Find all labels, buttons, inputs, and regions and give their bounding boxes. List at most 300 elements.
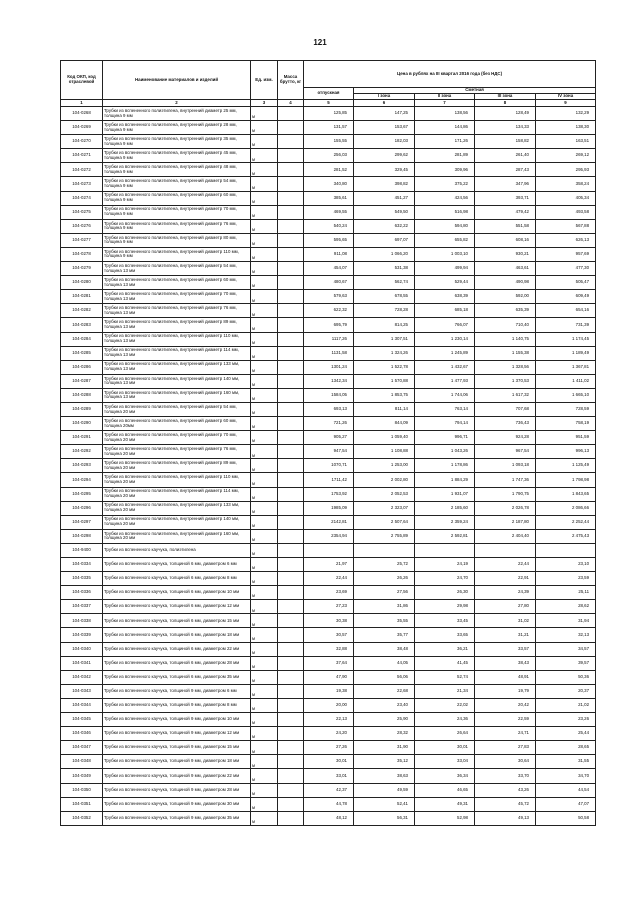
zone-2-price: 33,65 xyxy=(415,628,475,642)
unit-cell: м xyxy=(251,783,278,797)
zone-2-price: 52,74 xyxy=(415,670,475,684)
unit-cell: м xyxy=(251,163,278,177)
release-price: 2354,94 xyxy=(304,529,354,543)
zone-1-price: 2 323,07 xyxy=(354,501,415,515)
table-row xyxy=(61,374,596,388)
column-number: 8 xyxy=(475,100,536,107)
release-price: 27,26 xyxy=(304,741,354,755)
zone-4-price: 731,39 xyxy=(536,318,596,332)
unit-cell: м xyxy=(251,769,278,783)
zone-2-price: 52,98 xyxy=(415,811,475,825)
zone-3-price: 490,98 xyxy=(475,276,536,290)
zone-4-price: 996,13 xyxy=(536,445,596,459)
table-row xyxy=(61,388,596,402)
mass-cell xyxy=(278,698,304,712)
release-price: 340,80 xyxy=(304,177,354,191)
product-code: 104-0349 xyxy=(61,769,103,783)
mass-cell xyxy=(278,727,304,741)
zone-4-price: 758,19 xyxy=(536,417,596,431)
unit-cell: м xyxy=(251,247,278,261)
product-code: 104-0347 xyxy=(61,741,103,755)
zone-2-price: 24,70 xyxy=(415,572,475,586)
zone-1-price: 44,05 xyxy=(354,656,415,670)
product-name: Трубки из вспененного каучука, толщиной 9 мм, диаметром 22 мм xyxy=(103,769,251,783)
unit-cell: м xyxy=(251,402,278,416)
unit-cell: м xyxy=(251,233,278,247)
zone-4-price: 163,51 xyxy=(536,135,596,149)
column-number: 9 xyxy=(536,100,596,107)
unit-cell: м xyxy=(251,121,278,135)
product-code: 104-0295 xyxy=(61,487,103,501)
product-name: Трубки из вспененного полиэтилена, внутренний диаметр 89 мм, толщина 20 мм xyxy=(103,459,251,473)
zone-3-price: 31,21 xyxy=(475,628,536,642)
unit-cell: м xyxy=(251,473,278,487)
product-code: 104-0351 xyxy=(61,797,103,811)
zone-3-price: 1 155,38 xyxy=(475,346,536,360)
release-price: 595,65 xyxy=(304,233,354,247)
release-price: 24,20 xyxy=(304,727,354,741)
release-price: 23,69 xyxy=(304,586,354,600)
product-code: 104-0289 xyxy=(61,402,103,416)
product-name: Трубки из вспененного полиэтилена, внутренний диаметр 60 мм, толщина 9 мм xyxy=(103,191,251,205)
unit-cell: м xyxy=(251,445,278,459)
product-code: 104-0279 xyxy=(61,262,103,276)
unit-cell: м xyxy=(251,360,278,374)
product-name: Трубки из вспененного полиэтилена, внутренний диаметр 110 мм, толщина 20 мм xyxy=(103,473,251,487)
unit-cell: м xyxy=(251,741,278,755)
zone-1-price: 26,26 xyxy=(354,572,415,586)
product-code: 104-9400 xyxy=(61,543,103,557)
zone-4-price: 23,10 xyxy=(536,558,596,572)
zone-1-price: 1 522,78 xyxy=(354,360,415,374)
unit-cell: м xyxy=(251,332,278,346)
release-price: 44,78 xyxy=(304,797,354,811)
zone-2-price: 1 245,89 xyxy=(415,346,475,360)
product-code: 104-0336 xyxy=(61,586,103,600)
table-row xyxy=(61,135,596,149)
zone-3-price: 128,49 xyxy=(475,107,536,121)
zone-2-price: 2 185,60 xyxy=(415,501,475,515)
product-name: Трубки из вспененного полиэтилена, внутренний диаметр 160 мм, толщина 13 мм xyxy=(103,388,251,402)
release-price: 1117,26 xyxy=(304,332,354,346)
table-row xyxy=(61,318,596,332)
product-name: Трубки из вспененного полиэтилена, внутренний диаметр 54 мм, толщина 13 мм xyxy=(103,262,251,276)
zone-4-price: 23,26 xyxy=(536,713,596,727)
unit-cell: м xyxy=(251,501,278,515)
table-row xyxy=(61,727,596,741)
product-code: 104-0286 xyxy=(61,360,103,374)
zone-2-price: 36,21 xyxy=(415,642,475,656)
mass-cell xyxy=(278,755,304,769)
zone-2-price: 281,89 xyxy=(415,149,475,163)
zone-4-price: 132,29 xyxy=(536,107,596,121)
mass-cell xyxy=(278,543,304,557)
product-code: 104-0283 xyxy=(61,318,103,332)
release-price: 454,07 xyxy=(304,262,354,276)
zone-3-price: 393,71 xyxy=(475,191,536,205)
product-name: Трубки из вспененного полиэтилена, внутренний диаметр 114 мм, толщина 13 мм xyxy=(103,346,251,360)
zone-2-price: 594,80 xyxy=(415,219,475,233)
zone-3-price: 22,91 xyxy=(475,572,536,586)
product-name: Трубки из вспененного полиэтилена, внутренний диаметр 28 мм, толщина 9 мм xyxy=(103,121,251,135)
release-price: 911,08 xyxy=(304,247,354,261)
zone-1-price: 52,41 xyxy=(354,797,415,811)
product-code: 104-0335 xyxy=(61,572,103,586)
zone-1-price: 299,62 xyxy=(354,149,415,163)
zone-3-price: 158,82 xyxy=(475,135,536,149)
zone-3-price: 33,57 xyxy=(475,642,536,656)
product-name: Трубки из вспененного каучука, толщиной 9 мм, диаметром 8 мм xyxy=(103,698,251,712)
zone-3-price: 287,43 xyxy=(475,163,536,177)
unit-cell: м xyxy=(251,191,278,205)
unit-cell: м xyxy=(251,318,278,332)
zone-1-price: 451,27 xyxy=(354,191,415,205)
mass-cell xyxy=(278,445,304,459)
release-price: 125,85 xyxy=(304,107,354,121)
product-name: Трубки из вспененного каучука, толщиной 6 мм, диаметром 10 мм xyxy=(103,586,251,600)
zone-1-price: 562,74 xyxy=(354,276,415,290)
release-price: 1711,42 xyxy=(304,473,354,487)
mass-cell xyxy=(278,290,304,304)
zone-2-price: 1 043,26 xyxy=(415,445,475,459)
zone-4-price: 31,55 xyxy=(536,755,596,769)
zone-1-price: 25,90 xyxy=(354,713,415,727)
unit-cell: м xyxy=(251,487,278,501)
zone-1-price: 56,06 xyxy=(354,670,415,684)
table-row xyxy=(61,107,596,121)
unit-cell: м xyxy=(251,177,278,191)
mass-cell xyxy=(278,684,304,698)
product-name: Трубки из вспененного полиэтилена, внутренний диаметр 133 мм, толщина 13 мм xyxy=(103,360,251,374)
zone-4-price: 31,94 xyxy=(536,614,596,628)
zone-1-price xyxy=(354,543,415,557)
zone-3-price: 479,42 xyxy=(475,205,536,219)
product-code: 104-0269 xyxy=(61,121,103,135)
product-code: 104-0291 xyxy=(61,431,103,445)
unit-cell: м xyxy=(251,431,278,445)
zone-4-price: 1 367,81 xyxy=(536,360,596,374)
zone-3-price: 27,83 xyxy=(475,741,536,755)
table-row xyxy=(61,431,596,445)
mass-cell xyxy=(278,783,304,797)
product-name: Трубки из вспененного полиэтилена, внутренний диаметр 89 мм, толщина 13 мм xyxy=(103,318,251,332)
zone-2-price: 1 744,06 xyxy=(415,388,475,402)
unit-cell: м xyxy=(251,107,278,121)
release-price: 155,55 xyxy=(304,135,354,149)
product-name: Трубки из вспененного полиэтилена, внутренний диаметр 76 мм, толщина 13 мм xyxy=(103,304,251,318)
product-name: Трубки из вспененного каучука, толщиной 6 мм, диаметром 8 мм xyxy=(103,572,251,586)
product-name: Трубки из вспененного полиэтилена, внутренний диаметр 70 мм, толщина 20 мм xyxy=(103,431,251,445)
zone-3-price: 707,68 xyxy=(475,402,536,416)
header-zone-3: III зона xyxy=(475,94,536,100)
product-name: Трубки из вспененного полиэтилена, внутренний диаметр 54 мм, толщина 20 мм xyxy=(103,402,251,416)
mass-cell xyxy=(278,360,304,374)
zone-2-price: 309,96 xyxy=(415,163,475,177)
zone-4-price: 1 174,45 xyxy=(536,332,596,346)
zone-4-price: 493,58 xyxy=(536,205,596,219)
zone-1-price: 23,40 xyxy=(354,698,415,712)
table-row xyxy=(61,586,596,600)
product-name: Трубки из вспененного полиэтилена, внутренний диаметр 80 мм, толщина 9 мм xyxy=(103,233,251,247)
product-name: Трубки из вспененного полиэтилена, внутренний диаметр 140 мм, толщина 20 мм xyxy=(103,515,251,529)
product-name: Трубки из вспененного полиэтилена, внутренний диаметр 35 мм, толщина 9 мм xyxy=(103,135,251,149)
product-code: 104-0346 xyxy=(61,727,103,741)
price-table xyxy=(60,60,596,826)
zone-1-price: 31,86 xyxy=(354,600,415,614)
mass-cell xyxy=(278,149,304,163)
product-name: Трубки из вспененного каучука, толщиной 6 мм, диаметром 6 мм xyxy=(103,558,251,572)
zone-2-price: 516,98 xyxy=(415,205,475,219)
page-number: 121 xyxy=(313,38,327,47)
mass-cell xyxy=(278,797,304,811)
zone-3-price: 43,26 xyxy=(475,783,536,797)
table-row xyxy=(61,600,596,614)
unit-cell: м xyxy=(251,388,278,402)
zone-2-price: 424,56 xyxy=(415,191,475,205)
release-price: 33,01 xyxy=(304,769,354,783)
product-code: 104-0288 xyxy=(61,388,103,402)
product-name: Трубки из вспененного полиэтилена, внутренний диаметр 160 мм, толщина 20 мм xyxy=(103,529,251,543)
mass-cell xyxy=(278,670,304,684)
zone-2-price: 138,56 xyxy=(415,107,475,121)
zone-1-price: 153,67 xyxy=(354,121,415,135)
unit-cell: м xyxy=(251,811,278,825)
zone-3-price: 1 370,53 xyxy=(475,374,536,388)
zone-4-price: 32,13 xyxy=(536,628,596,642)
zone-1-price: 25,72 xyxy=(354,558,415,572)
product-code: 104-0340 xyxy=(61,642,103,656)
unit-cell: м xyxy=(251,698,278,712)
zone-1-price: 728,28 xyxy=(354,304,415,318)
zone-4-price: 358,24 xyxy=(536,177,596,191)
zone-2-price: 29,98 xyxy=(415,600,475,614)
zone-1-price: 28,32 xyxy=(354,727,415,741)
header-zone-4: IV зона xyxy=(536,94,596,100)
zone-4-price: 505,47 xyxy=(536,276,596,290)
zone-1-price: 31,90 xyxy=(354,741,415,755)
table-body xyxy=(61,107,596,826)
unit-cell: м xyxy=(251,205,278,219)
table-row xyxy=(61,670,596,684)
table-row xyxy=(61,529,596,543)
unit-cell: м xyxy=(251,670,278,684)
product-name: Трубки из вспененного полиэтилена, внутренний диаметр 25 мм, толщина 9 мм xyxy=(103,107,251,121)
zone-2-price: 24,36 xyxy=(415,713,475,727)
product-name: Трубки из вспененного полиэтилена, внутренний диаметр 110 мм, толщина 13 мм xyxy=(103,332,251,346)
zone-1-price: 1 066,20 xyxy=(354,247,415,261)
product-code: 104-0352 xyxy=(61,811,103,825)
table-row xyxy=(61,614,596,628)
zone-3-price: 22,59 xyxy=(475,713,536,727)
mass-cell xyxy=(278,656,304,670)
release-price: 540,24 xyxy=(304,219,354,233)
zone-2-price: 375,22 xyxy=(415,177,475,191)
zone-2-price: 638,39 xyxy=(415,290,475,304)
header-zone-1: I зона xyxy=(354,94,415,100)
mass-cell xyxy=(278,374,304,388)
zone-1-price: 22,68 xyxy=(354,684,415,698)
release-price: 30,57 xyxy=(304,628,354,642)
release-price: 1131,58 xyxy=(304,346,354,360)
product-name: Трубки из вспененного полиэтилена, внутренний диаметр 60 мм, толщина 13 мм xyxy=(103,276,251,290)
zone-1-price: 35,12 xyxy=(354,755,415,769)
zone-4-price: 25,44 xyxy=(536,727,596,741)
mass-cell xyxy=(278,276,304,290)
zone-3-price: 592,00 xyxy=(475,290,536,304)
product-code: 104-0342 xyxy=(61,670,103,684)
table-row xyxy=(61,247,596,261)
mass-cell xyxy=(278,346,304,360)
zone-3-price: 31,02 xyxy=(475,614,536,628)
table-row xyxy=(61,501,596,515)
zone-3-price: 33,70 xyxy=(475,769,536,783)
zone-4-price: 1 843,65 xyxy=(536,487,596,501)
product-code: 104-0278 xyxy=(61,247,103,261)
zone-1-price: 2 755,89 xyxy=(354,529,415,543)
mass-cell xyxy=(278,600,304,614)
zone-4-price: 295,93 xyxy=(536,163,596,177)
release-price: 1985,09 xyxy=(304,501,354,515)
zone-2-price: 794,14 xyxy=(415,417,475,431)
table-row xyxy=(61,304,596,318)
product-code: 104-0348 xyxy=(61,755,103,769)
product-name: Трубки из вспененного каучука, толщиной 6 мм, диаметром 15 мм xyxy=(103,614,251,628)
zone-2-price: 1 432,67 xyxy=(415,360,475,374)
zone-3-price: 2 187,80 xyxy=(475,515,536,529)
unit-cell: м xyxy=(251,642,278,656)
zone-2-price: 26,30 xyxy=(415,586,475,600)
release-price xyxy=(304,543,354,557)
product-code: 104-0276 xyxy=(61,219,103,233)
release-price: 1584,05 xyxy=(304,388,354,402)
zone-4-price: 477,30 xyxy=(536,262,596,276)
product-name: Трубки из вспененного каучука, толщиной 6 мм, диаметром 12 мм xyxy=(103,600,251,614)
zone-2-price: 996,71 xyxy=(415,431,475,445)
zone-2-price: 21,34 xyxy=(415,684,475,698)
zone-2-price: 766,07 xyxy=(415,318,475,332)
table-row xyxy=(61,543,596,557)
product-name: Трубки из вспененного полиэтилена, внутренний диаметр 133 мм, толщина 20 мм xyxy=(103,501,251,515)
unit-cell: м xyxy=(251,727,278,741)
mass-cell xyxy=(278,332,304,346)
mass-cell xyxy=(278,487,304,501)
table-row xyxy=(61,769,596,783)
release-price: 579,63 xyxy=(304,290,354,304)
table-row xyxy=(61,811,596,825)
table-row xyxy=(61,741,596,755)
unit-cell: м xyxy=(251,135,278,149)
product-code: 104-0338 xyxy=(61,614,103,628)
release-price: 480,67 xyxy=(304,276,354,290)
zone-4-price: 28,62 xyxy=(536,600,596,614)
zone-2-price: 41,45 xyxy=(415,656,475,670)
column-number: 2 xyxy=(103,100,251,107)
mass-cell xyxy=(278,431,304,445)
zone-3-price: 551,58 xyxy=(475,219,536,233)
mass-cell xyxy=(278,402,304,416)
zone-3-price: 347,96 xyxy=(475,177,536,191)
release-price: 1753,92 xyxy=(304,487,354,501)
header-release: отпускная xyxy=(304,88,354,100)
product-code: 104-0287 xyxy=(61,374,103,388)
zone-1-price: 38,48 xyxy=(354,642,415,656)
zone-4-price: 1 189,49 xyxy=(536,346,596,360)
mass-cell xyxy=(278,811,304,825)
table-row xyxy=(61,459,596,473)
mass-cell xyxy=(278,769,304,783)
zone-4-price xyxy=(536,543,596,557)
zone-4-price: 44,54 xyxy=(536,783,596,797)
mass-cell xyxy=(278,572,304,586)
product-name: Трубки из вспененного полиэтилена, внутренний диаметр 70 мм, толщина 13 мм xyxy=(103,290,251,304)
table-row xyxy=(61,262,596,276)
product-name: Трубки из вспененного полиэтилена, внутренний диаметр 110 мм, толщина 9 мм xyxy=(103,247,251,261)
zone-4-price: 50,36 xyxy=(536,670,596,684)
product-name: Трубки из вспененного полиэтилена, внутренний диаметр 76 мм, толщина 20 мм xyxy=(103,445,251,459)
product-name: Трубки из вспененного полиэтилена, внутренний диаметр 70 мм, толщина 9 мм xyxy=(103,205,251,219)
product-code: 104-0271 xyxy=(61,149,103,163)
zone-1-price: 56,31 xyxy=(354,811,415,825)
zone-2-price: 1 178,86 xyxy=(415,459,475,473)
product-name: Трубки из вспененного каучука, толщиной 9 мм, диаметром 30 мм xyxy=(103,797,251,811)
zone-3-price: 635,39 xyxy=(475,304,536,318)
zone-2-price: 1 230,14 xyxy=(415,332,475,346)
zone-3-price: 24,39 xyxy=(475,586,536,600)
zone-3-price: 463,61 xyxy=(475,262,536,276)
zone-1-price: 814,25 xyxy=(354,318,415,332)
zone-4-price: 609,49 xyxy=(536,290,596,304)
zone-2-price: 33,04 xyxy=(415,755,475,769)
zone-4-price: 25,11 xyxy=(536,586,596,600)
table-row xyxy=(61,205,596,219)
zone-3-price: 1 140,75 xyxy=(475,332,536,346)
product-name: Трубки из вспененного полиэтилена, внутренний диаметр 140 мм, толщина 13 мм xyxy=(103,374,251,388)
zone-4-price: 1 411,02 xyxy=(536,374,596,388)
unit-cell: м xyxy=(251,219,278,233)
header-mass: Масса брутто, кг xyxy=(278,61,304,100)
product-code: 104-0277 xyxy=(61,233,103,247)
zone-4-price: 39,57 xyxy=(536,656,596,670)
zone-1-price: 811,14 xyxy=(354,402,415,416)
unit-cell: м xyxy=(251,276,278,290)
unit-cell: м xyxy=(251,346,278,360)
zone-2-price: 499,94 xyxy=(415,262,475,276)
table-row xyxy=(61,177,596,191)
product-code: 104-0334 xyxy=(61,558,103,572)
zone-1-price: 329,45 xyxy=(354,163,415,177)
mass-cell xyxy=(278,558,304,572)
zone-2-price: 171,26 xyxy=(415,135,475,149)
zone-3-price: 1 617,32 xyxy=(475,388,536,402)
header-estimate: Сметная xyxy=(354,88,596,94)
table-row xyxy=(61,121,596,135)
unit-cell: м xyxy=(251,304,278,318)
table-row xyxy=(61,698,596,712)
header-name: Наименование материалов и изделий xyxy=(103,61,251,100)
unit-cell: м xyxy=(251,628,278,642)
table-row xyxy=(61,191,596,205)
unit-cell: м xyxy=(251,600,278,614)
table-row xyxy=(61,163,596,177)
product-name: Трубки из вспененного полиэтилена, внутренний диаметр 76 мм, толщина 9 мм xyxy=(103,219,251,233)
product-code: 104-0350 xyxy=(61,783,103,797)
zone-4-price: 2 252,44 xyxy=(536,515,596,529)
column-number: 6 xyxy=(354,100,415,107)
mass-cell xyxy=(278,219,304,233)
product-name: Трубки из вспененного полиэтилена, внутренний диаметр 45 мм, толщина 9 мм xyxy=(103,149,251,163)
release-price: 20,00 xyxy=(304,698,354,712)
product-name: Трубки из вспененного полиэтилена, внутренний диаметр 54 мм, толщина 9 мм xyxy=(103,177,251,191)
